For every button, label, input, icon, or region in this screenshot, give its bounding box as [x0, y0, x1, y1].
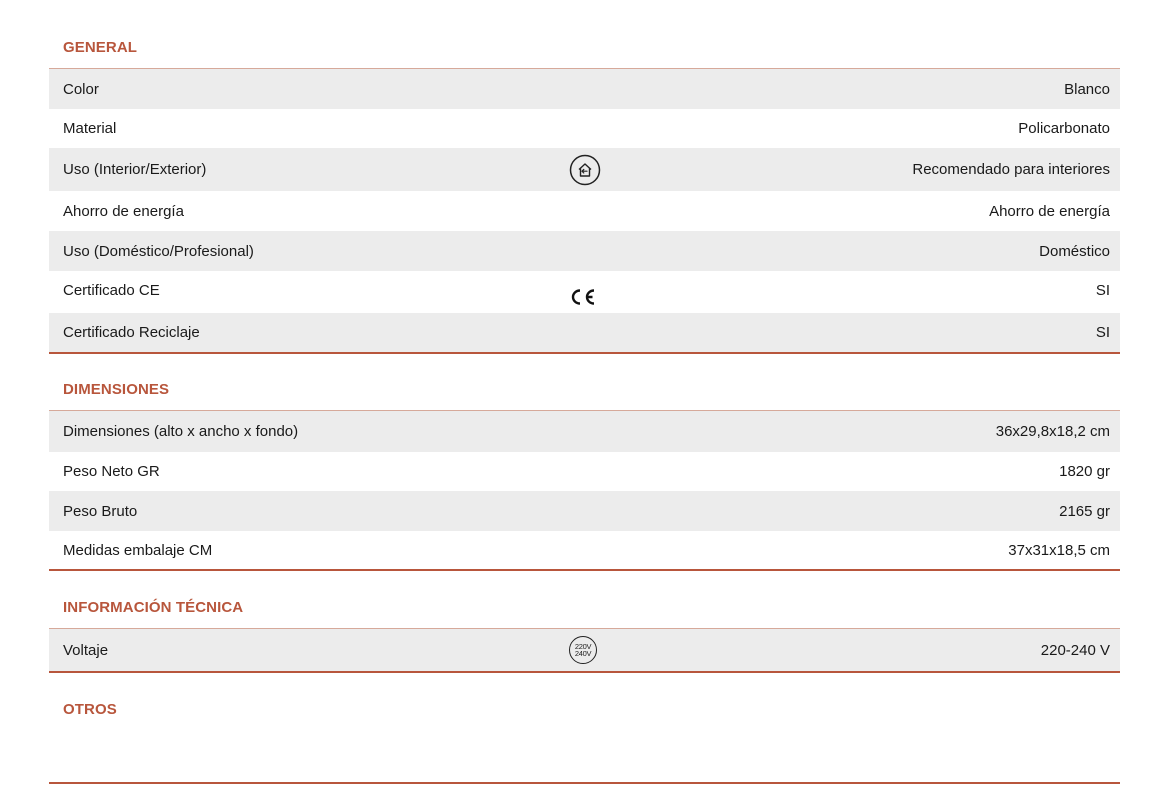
table-row — [49, 531, 1120, 569]
section-dimensiones — [49, 370, 1120, 571]
row-label: Color — [63, 80, 99, 98]
table-row — [49, 231, 1120, 271]
table-row — [49, 629, 1120, 671]
section-bottom-rule — [49, 671, 1120, 673]
section-title-general: GENERAL — [63, 39, 138, 56]
table-row — [49, 271, 1120, 313]
voltage-220-240v-icon — [569, 636, 597, 664]
row-label: Dimensiones (alto x ancho x fondo) — [63, 423, 299, 440]
section-title-dimensiones: DIMENSIONES — [63, 381, 170, 398]
section-informacion-tecnica — [49, 588, 1120, 673]
section-title-otros: OTROS — [63, 701, 117, 718]
row-value: Policarbonato — [1018, 120, 1110, 137]
row-value: Ahorro de energía — [989, 202, 1110, 220]
section-bottom-rule — [49, 782, 1120, 784]
section-bottom-rule — [49, 352, 1120, 354]
row-label: Certificado Reciclaje — [63, 324, 200, 341]
section-title-informacion-tecnica: INFORMACIÓN TÉCNICA — [63, 599, 244, 616]
section-bottom-rule — [49, 569, 1120, 571]
row-value: 37x31x18,5 cm — [1008, 541, 1110, 559]
table-row — [49, 452, 1120, 491]
row-label: Uso (Doméstico/Profesional) — [63, 242, 254, 260]
row-label: Certificado CE — [63, 282, 160, 299]
row-value: SI — [1095, 282, 1110, 299]
spec-table-informacion — [49, 629, 1120, 671]
row-label: Voltaje — [63, 641, 109, 659]
row-value: SI — [1095, 324, 1110, 341]
table-row — [49, 148, 1120, 191]
row-value: Recomendado para interiores — [912, 161, 1110, 178]
row-label: Material — [63, 120, 117, 137]
ce-mark-icon — [569, 287, 599, 307]
row-value: 220-240 V — [1040, 641, 1110, 659]
row-label: Peso Neto GR — [63, 463, 160, 480]
row-label: Medidas embalaje CM — [63, 541, 213, 559]
table-row — [49, 491, 1120, 531]
indoor-house-icon — [569, 154, 601, 186]
row-value: 1820 gr — [1059, 463, 1110, 480]
row-value: 2165 gr — [1059, 502, 1110, 520]
table-row — [49, 411, 1120, 452]
section-otros — [49, 690, 1120, 784]
table-row — [49, 109, 1120, 148]
section-body-empty — [49, 730, 1120, 782]
table-row — [49, 69, 1120, 109]
row-label: Uso (Interior/Exterior) — [63, 161, 207, 178]
spec-table-general — [49, 69, 1120, 352]
section-general — [49, 28, 1120, 354]
spec-table-dimensiones — [49, 411, 1120, 569]
row-label: Ahorro de energía — [63, 202, 184, 220]
row-value: Blanco — [1064, 80, 1110, 98]
table-row — [49, 313, 1120, 352]
table-row — [49, 191, 1120, 231]
row-label: Peso Bruto — [63, 502, 138, 520]
row-value: Doméstico — [1039, 242, 1110, 260]
row-value: 36x29,8x18,2 cm — [995, 423, 1110, 440]
voltage-icon-top-text: 220V — [574, 642, 592, 651]
voltage-icon-bottom-text: 240V — [574, 649, 592, 658]
